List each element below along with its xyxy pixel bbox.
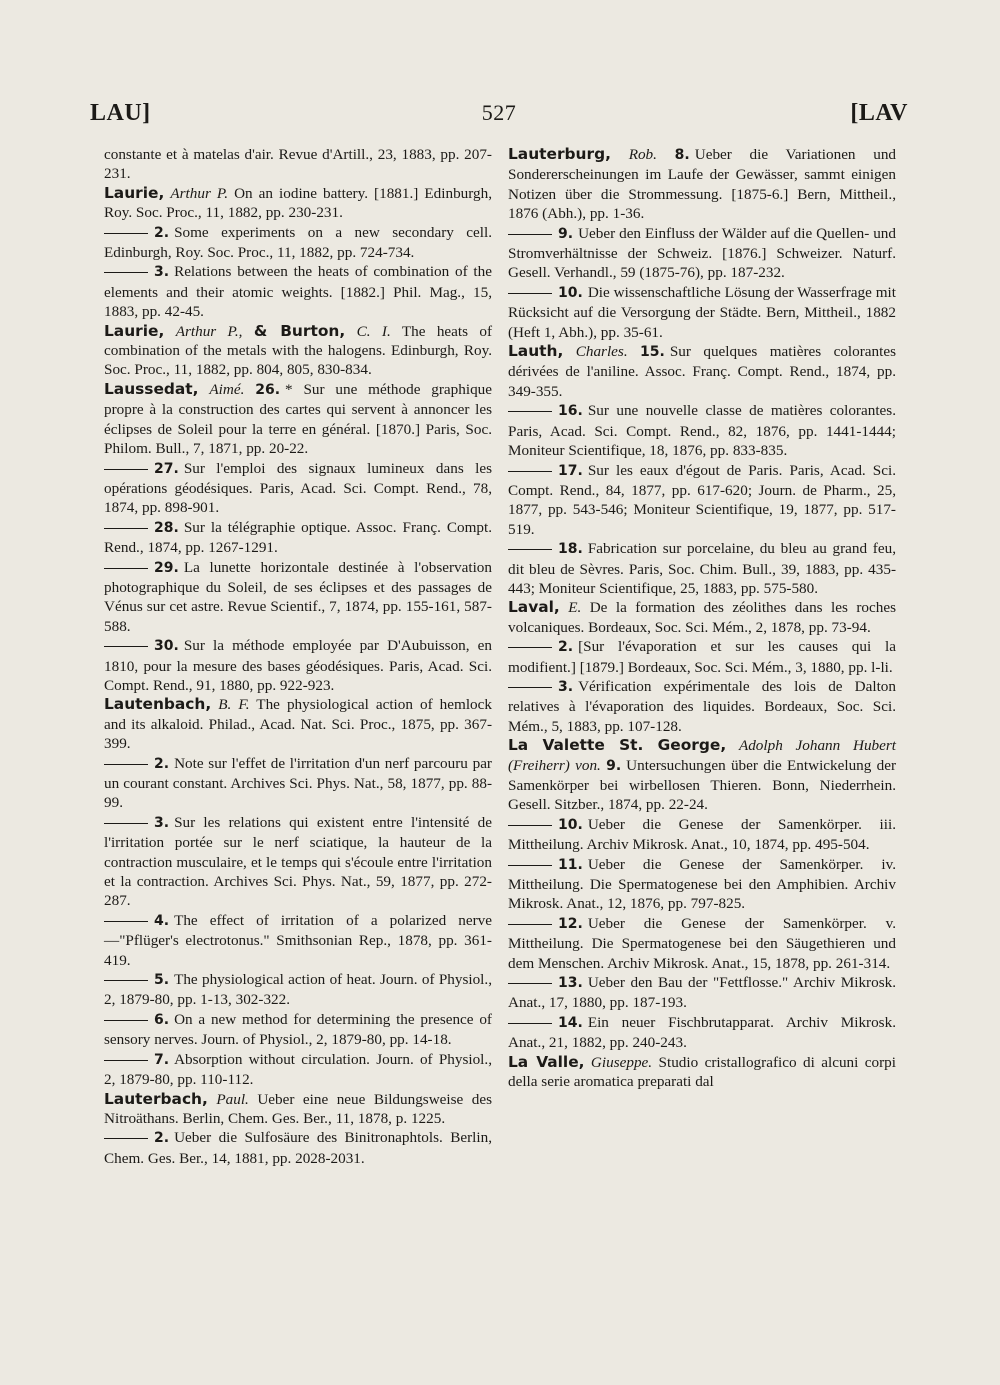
author-name: Lauth, bbox=[508, 342, 564, 361]
entry-text: Untersuchungen über die Entwickelung der Samenkörper bei wirbellosen Thieren. Bonn, Niederrhein. Gesell. Sitzber., 1874, pp. 22-24. bbox=[508, 756, 897, 814]
bibliography-entry bbox=[508, 855, 896, 914]
entry-number: 11. bbox=[558, 856, 583, 873]
bibliography-entry bbox=[104, 1128, 492, 1168]
bibliography-entry bbox=[508, 736, 896, 815]
entry-number: 26. bbox=[255, 381, 281, 398]
entry-number: 28. bbox=[154, 519, 179, 536]
entry-text: On a new method for determining the presence of sensory nerves. Journ. of Physiol., 2, 1879-80, pp. 14-18. bbox=[104, 1010, 492, 1049]
author-given-name: E. bbox=[568, 599, 582, 617]
entry-text: Ueber die Genese der Samenkörper. v. Mittheilung. Die Spermatogenese bei den Säugethieren und dem Menschen. Archiv Mikrosk. Anat., 15, 1878, pp. 261-314. bbox=[508, 914, 896, 972]
entry-text: [Sur l'évaporation et sur les causes qui la modifient.] [1879.] Bordeaux, Soc. Sci. Mém., 3, 1880, pp. l-li. bbox=[508, 638, 896, 676]
bibliography-entry bbox=[104, 223, 492, 263]
bibliography-entry bbox=[508, 815, 896, 855]
page-number: 527 bbox=[481, 100, 517, 125]
bibliography-entry bbox=[104, 1010, 492, 1050]
ditto-rule bbox=[508, 549, 552, 550]
entry-text: Fabrication sur porcelaine, du bleu au grand feu, dit bleu de Sèvres. Paris, Soc. Chim. Bull., 39, 1883, pp. 435-443; Moniteur Scientifique, 25, 1883, pp. 575-580. bbox=[508, 540, 896, 597]
ditto-rule bbox=[104, 1060, 148, 1061]
bibliography-entry bbox=[104, 636, 492, 695]
bibliography-entry bbox=[104, 380, 492, 459]
bibliography-entry bbox=[104, 813, 492, 911]
bibliography-entry bbox=[508, 1053, 896, 1092]
ditto-rule bbox=[104, 921, 148, 922]
entry-text: Ueber die Variationen und Sondererscheinungen im Laufe der Gewässer, sammt einigen Notizen über die Strommessung. [1875-6.] Bern, Mittheil., 1876 (Abh.), pp. 1-36. bbox=[508, 146, 897, 223]
entry-number: 3. bbox=[154, 264, 170, 281]
author-name: La Valette St. George, bbox=[508, 736, 727, 755]
author-name: Laurie, bbox=[104, 183, 165, 202]
bibliography-entry bbox=[104, 754, 492, 813]
page-header bbox=[90, 100, 908, 134]
entry-text: Relations between the heats of combination of the elements and their atomic weights. [1882.] Phil. Mag., 15, 1883, pp. 42-45. bbox=[104, 263, 492, 321]
entry-text: Die wissenschaftliche Lösung der Wasserfrage mit Rücksicht auf die Versorgung der Städte. Bern, Mittheil., 1882 (Heft 1, Abh.), pp. 35-61. bbox=[508, 283, 896, 341]
bibliography-entry bbox=[508, 401, 896, 460]
entry-text: Studio cristallografico di alcuni corpi della serie aromatica preparati dal bbox=[508, 1053, 896, 1091]
entry-number: 3. bbox=[558, 678, 574, 695]
entry-text: The physiological action of heat. Journ. of Physiol., 2, 1879-80, pp. 1-13, 302-322. bbox=[104, 971, 492, 1009]
bibliography-entry bbox=[508, 1013, 896, 1053]
entry-text: Ueber die Genese der Samenkörper. iv. Mittheilung. Die Spermatogenese bei den Amphibien. Archiv Mikrosk. Anat., 12, 1876, pp. 797-825. bbox=[508, 855, 896, 913]
ditto-rule bbox=[104, 233, 148, 234]
entry-text: The effect of irritation of a polarized nerve—"Pflüger's electrotonus." Smithsonian Rep., 1878, pp. 361-419. bbox=[104, 911, 492, 969]
author-given-name: Charles. bbox=[575, 343, 628, 361]
entry-text: Note sur l'effet de l'irritation d'un nerf parcouru par un courant constant. Archives Sci. Phys. Nat., 58, 1877, pp. 88-99. bbox=[104, 754, 492, 812]
entry-text: Sur une nouvelle classe de matières colorantes. Paris, Acad. Sci. Compt. Rend., 82, 1876, pp. 1441-1444; Moniteur Scientifique, 18, 1876, pp. 833-835. bbox=[508, 402, 896, 460]
entry-number: 14. bbox=[558, 1014, 583, 1031]
ditto-rule bbox=[104, 646, 148, 647]
entry-number: 17. bbox=[558, 462, 583, 479]
coauthor-name: & Burton, bbox=[253, 321, 346, 340]
entry-text: Sur la télégraphie optique. Assoc. Franç. Compt. Rend., 1874, pp. 1267-1291. bbox=[104, 518, 492, 557]
entry-number: 30. bbox=[154, 638, 179, 655]
entry-text: Sur les eaux d'égout de Paris. Paris, Acad. Sci. Compt. Rend., 84, 1877, pp. 617-620; Journ. de Pharm., 25, 1877, pp. 543-546; Moniteur Scientifique, 19, 1877, pp. 517-519. bbox=[508, 461, 896, 538]
author-given-name: B. F. bbox=[218, 696, 250, 714]
entry-number: 2. bbox=[558, 639, 574, 656]
bibliography-entry bbox=[104, 459, 492, 518]
ditto-rule bbox=[104, 823, 148, 824]
author-given-name: Arthur P., bbox=[175, 322, 243, 340]
bibliography-entry bbox=[508, 973, 896, 1013]
author-given-name: Adolph Johann Hubert (Freiherr) von. bbox=[508, 737, 896, 774]
entry-text: Ein neuer Fischbrutapparat. Archiv Mikrosk. Anat., 21, 1882, pp. 240-243. bbox=[508, 1013, 896, 1052]
ditto-rule bbox=[508, 825, 552, 826]
ditto-rule bbox=[104, 469, 148, 470]
entry-number: 4. bbox=[154, 912, 170, 929]
entry-text: Ueber den Bau der "Fettflosse." Archiv Mikrosk. Anat., 17, 1880, pp. 187-193. bbox=[508, 974, 896, 1012]
entry-text: La lunette horizontale destinée à l'observation photographique du Soleil, de ses éclipses et des passages de Vénus sur cet astre. Revue Scientif., 7, 1874, pp. 155-161, 587-588. bbox=[104, 558, 492, 635]
ditto-rule bbox=[508, 924, 552, 925]
entry-number: 2. bbox=[154, 755, 170, 772]
bibliography-entry bbox=[104, 1090, 492, 1129]
ditto-rule bbox=[508, 687, 552, 688]
author-name: Lauterbach, bbox=[104, 1089, 208, 1108]
ditto-rule bbox=[508, 983, 552, 984]
entry-number: 29. bbox=[154, 559, 179, 576]
ditto-rule bbox=[508, 647, 552, 648]
bibliography-entry bbox=[104, 145, 492, 184]
entry-number: 5. bbox=[154, 972, 170, 989]
ditto-rule bbox=[104, 980, 148, 981]
bibliography-entry bbox=[508, 342, 896, 401]
entry-text: Absorption without circulation. Journ. of Physiol., 2, 1879-80, pp. 110-112. bbox=[104, 1050, 492, 1089]
ditto-rule bbox=[508, 234, 552, 235]
entry-text: The physiological action of hemlock and its alkaloid. Philad., Acad. Nat. Sci. Proc., 1875, pp. 367-399. bbox=[104, 696, 492, 753]
entry-text: The heats of combination of the metals with the halogens. Edinburgh, Roy. Soc. Proc., 11, 1882, pp. 804, 805, 830-834. bbox=[104, 322, 493, 379]
ditto-rule bbox=[508, 293, 552, 294]
entry-text: Sur la méthode employée par D'Aubuisson, en 1810, pour la mesure des bases géodésiques. Paris, Acad. Sci. Compt. Rend., 91, 1880, pp. 922-923. bbox=[104, 637, 492, 694]
entry-number: 10. bbox=[558, 284, 583, 301]
entry-text: Ueber den Einfluss der Wälder auf die Quellen- und Stromverhältnisse der Schweiz. [1876.] Schweizer. Naturf. Gesell. Verhandl., 59 (1875-76), pp. 187-232. bbox=[508, 224, 896, 282]
ditto-rule bbox=[104, 1138, 148, 1139]
bibliography-entry bbox=[508, 539, 896, 598]
ditto-rule bbox=[104, 764, 148, 765]
entry-number: 3. bbox=[154, 814, 170, 831]
entry-text: De la formation des zéolithes dans les roches volcaniques. Bordeaux, Soc. Sci. Mém., 2, 1878, pp. 73-94. bbox=[508, 599, 896, 636]
bibliography-entry bbox=[508, 283, 896, 342]
author-name: Laurie, bbox=[104, 321, 165, 340]
author-name: La Valle, bbox=[508, 1052, 585, 1071]
bibliography-entry bbox=[104, 322, 492, 380]
bibliography-entry bbox=[104, 518, 492, 558]
entry-number: 9. bbox=[606, 757, 622, 774]
entry-number: 13. bbox=[558, 975, 583, 992]
entry-number: 16. bbox=[558, 403, 583, 420]
author-given-name: Aimé. bbox=[209, 380, 245, 398]
bibliography-entry bbox=[508, 461, 896, 540]
bibliography-entry bbox=[104, 262, 492, 321]
entry-number: 27. bbox=[154, 460, 179, 477]
author-name: Lautenbach, bbox=[104, 695, 212, 714]
author-name: Laussedat, bbox=[104, 379, 199, 398]
left-column bbox=[104, 145, 492, 1168]
ditto-rule bbox=[508, 471, 552, 472]
entry-number: 2. bbox=[154, 1130, 170, 1147]
ditto-rule bbox=[508, 411, 552, 412]
bibliography-entry bbox=[508, 637, 896, 677]
ditto-rule bbox=[104, 528, 148, 529]
entry-text: Vérification expérimentale des lois de Dalton relatives à l'évaporation des liquides. Bordeaux, Soc. Sci. Mém., 5, 1883, pp. 107-128. bbox=[508, 677, 896, 735]
entry-number: 2. bbox=[154, 224, 170, 241]
bibliography-entry bbox=[508, 224, 896, 283]
header-right-guide: [LAV bbox=[850, 100, 908, 126]
entry-number: 15. bbox=[640, 344, 665, 361]
entry-text: Ueber die Genese der Samenkörper. iii. Mittheilung. Archiv Mikrosk. Anat., 10, 1874, pp. 495-504. bbox=[508, 815, 896, 854]
entry-number: 18. bbox=[558, 541, 583, 558]
entry-text: Ueber eine neue Bildungsweise des Nitroäthans. Berlin, Chem. Ges. Ber., 11, 1878, p. 1225. bbox=[104, 1090, 493, 1127]
ditto-rule bbox=[104, 568, 148, 569]
bibliography-entry bbox=[104, 911, 492, 970]
entry-number: 12. bbox=[558, 915, 583, 932]
author-given-name: Paul. bbox=[216, 1090, 249, 1108]
author-given-name: Giuseppe. bbox=[590, 1053, 653, 1071]
bibliography-entry bbox=[508, 677, 896, 736]
bibliography-entry bbox=[508, 598, 896, 637]
bibliography-entry bbox=[104, 184, 492, 223]
ditto-rule bbox=[104, 272, 148, 273]
entry-text: Sur quelques matières colorantes dérivées de l'aniline. Assoc. Franç. Compt. Rend., 1874, pp. 349-355. bbox=[508, 343, 896, 400]
entry-number: 6. bbox=[154, 1011, 170, 1028]
bibliography-entry bbox=[508, 145, 896, 224]
entry-number: 10. bbox=[558, 816, 583, 833]
header-left-guide: LAU] bbox=[90, 100, 151, 126]
coauthor-given-name: C. I. bbox=[356, 322, 391, 340]
entry-text: On an iodine battery. [1881.] Edinburgh, Roy. Soc. Proc., 11, 1882, pp. 230-231. bbox=[104, 184, 493, 222]
ditto-rule bbox=[508, 1023, 552, 1024]
author-name: Laval, bbox=[508, 598, 560, 617]
entry-continuation-text: constante et à matelas d'air. Revue d'Artill., 23, 1883, pp. 207-231. bbox=[104, 146, 492, 183]
entry-text: Sur l'emploi des signaux lumineux dans les opérations géodésiques. Paris, Acad. Sci. Compt. Rend., 78, 1874, pp. 898-901. bbox=[104, 459, 492, 517]
right-column bbox=[508, 145, 896, 1092]
ditto-rule bbox=[508, 865, 552, 866]
entry-number: 8. bbox=[674, 147, 690, 163]
ditto-rule bbox=[104, 1020, 148, 1021]
bibliography-entry bbox=[508, 914, 896, 973]
bibliography-entry bbox=[104, 558, 492, 637]
entry-text: Ueber die Sulfosäure des Binitronaphtols. Berlin, Chem. Ges. Ber., 14, 1881, pp. 2028-2031. bbox=[104, 1129, 492, 1167]
author-given-name: Arthur P. bbox=[170, 184, 229, 202]
bibliography-entry bbox=[104, 1050, 492, 1090]
bibliography-entry bbox=[104, 695, 492, 753]
entry-number: 9. bbox=[558, 225, 574, 242]
author-given-name: Rob. bbox=[628, 146, 657, 163]
entry-text: * Sur une méthode graphique propre à la construction des cartes qui servent à annoncer les éclipses de Soleil pour la terre en général. [1870.] Paris, Soc. Philom. Bull., 7, 1871, pp. 20-22. bbox=[104, 380, 493, 458]
author-name: Lauterburg, bbox=[508, 145, 611, 163]
entry-number: 7. bbox=[154, 1051, 170, 1068]
bibliography-entry bbox=[104, 970, 492, 1010]
entry-text: Sur les relations qui existent entre l'intensité de l'irritation portée sur le nerf sciatique, la hauteur de la contraction musculaire, et le temps qui s'écoule entre l'irritation et la contraction. Archives Sci. Phys. Nat., 59, 1877, pp. 272-287. bbox=[104, 813, 492, 910]
entry-text: Some experiments on a new secondary cell. Edinburgh, Roy. Soc. Proc., 11, 1882, pp. 724-734. bbox=[104, 223, 492, 262]
